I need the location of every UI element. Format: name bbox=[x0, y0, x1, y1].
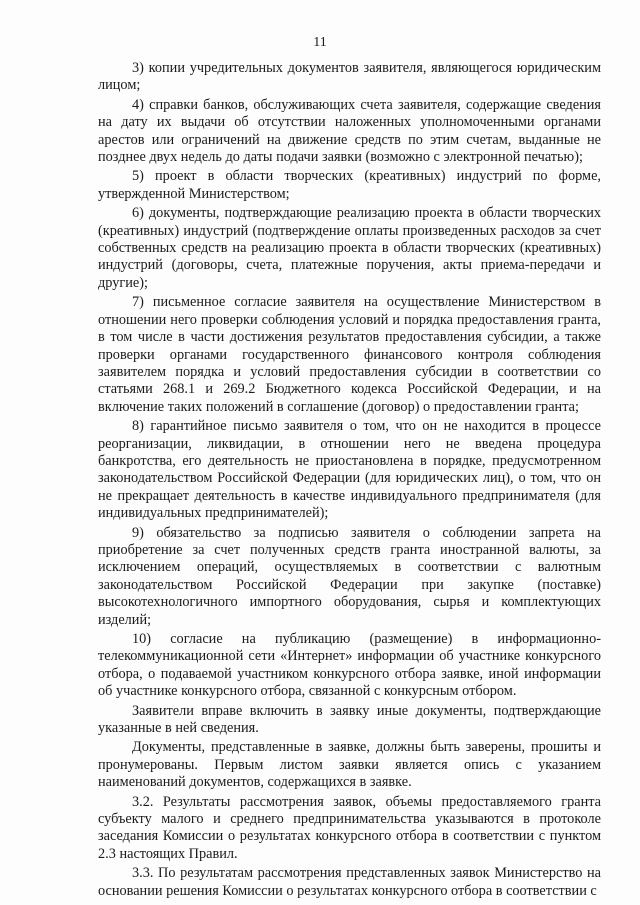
paragraph-clause-3-3: 3.3. По результатам рассмотрения представленных заявок Министерство на основании решения Комиссии о результатах конкурсного отбора в соответствии с bbox=[98, 865, 601, 899]
paragraph-item-8: 8) гарантийное письмо заявителя о том, что он не находится в процессе реорганизации, ликвидации, в отношении него не введена процедура банкротства, его деятельность не приостановлена в порядке, предусмотренном законодательством Российской Федерации (для юридических лиц), о том, что он не прекращает деятельность в качестве индивидуального предпринимателя (для индивидуальных предпринимателей); bbox=[98, 418, 601, 522]
paragraph-item-3: 3) копии учредительных документов заявителя, являющегося юридическим лицом; bbox=[98, 60, 601, 94]
document-body bbox=[98, 60, 601, 902]
paragraph-documents-certification: Документы, представленные в заявке, должны быть заверены, прошиты и пронумерованы. Первым листом заявки является опись с указанием наименований документов, содержащихся в заявке. bbox=[98, 739, 601, 791]
paragraph-item-4: 4) справки банков, обслуживающих счета заявителя, содержащие сведения на дату их выдачи об отсутствии наложенных уполномоченными органами арестов или ограничений на движение средств по этим счетам, выданные не позднее двух недель до даты подачи заявки (возможно с электронной печатью); bbox=[98, 96, 601, 166]
paragraph-item-9: 9) обязательство за подписью заявителя о соблюдении запрета на приобретение за счет полученных средств гранта иностранной валюты, за исключением операций, осуществляемых в соответствии с валютным законодательством Российской Федерации при закупке (поставке) высокотехнологичного импортного оборудования, сырья и комплектующих изделий; bbox=[98, 524, 601, 628]
page-number: 11 bbox=[313, 35, 327, 50]
paragraph-item-10: 10) согласие на публикацию (размещение) в информационно-телекоммуникационной сети «Интернет» информации об участнике конкурсного отбора, о подаваемой участником конкурсного отбора заявке, иной информации об участнике конкурсного отбора, связанной с конкурсным отбором. bbox=[98, 631, 601, 700]
paragraph-item-6: 6) документы, подтверждающие реализацию проекта в области творческих (креативных) индустрий (подтверждение оплаты произведенных расходов за счет собственных средств на реализацию проекта в области творческих (креативных) индустрий (договоры, счета, платежные поручения, акты приема-передачи и другие); bbox=[98, 205, 601, 291]
paragraph-clause-3-2: 3.2. Результаты рассмотрения заявок, объемы предоставляемого гранта субъекту малого и среднего предпринимательства указываются в протоколе заседания Комиссии о результатах конкурсного отбора в соответствии с пунктом 2.3 настоящих Правил. bbox=[98, 793, 601, 862]
paragraph-item-7: 7) письменное согласие заявителя на осуществление Министерством в отношении него проверки соблюдения условий и порядка предоставления гранта, в том числе в части достижения результатов предоставления субсидии, а также проверки органами государственного финансового контроля соблюдения заявителем порядка и условий предоставления субсидии в соответствии со статьями 268.1 и 269.2 Бюджетного кодекса Российской Федерации, и на включение таких положений в соглашение (договор) о предоставлении гранта; bbox=[98, 294, 601, 415]
paragraph-item-5: 5) проект в области творческих (креативных) индустрий по форме, утвержденной Министерством; bbox=[98, 168, 601, 202]
paragraph-additional-documents: Заявители вправе включить в заявку иные документы, подтверждающие указанные в ней сведения. bbox=[98, 702, 601, 737]
